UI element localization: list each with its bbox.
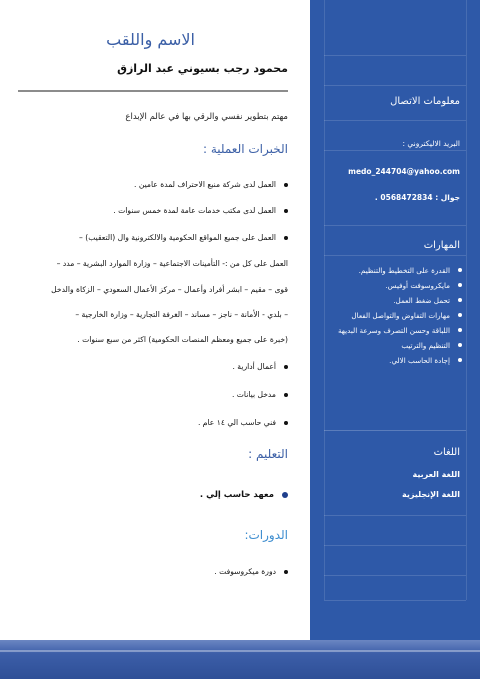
course-item: دورة ميكروسوفت .	[214, 567, 288, 576]
grid-line	[324, 430, 466, 431]
experience-item: العمل على جميع المواقع الحكومية والالكترونية وال (التعقيب) –	[79, 233, 288, 242]
bullet-icon	[284, 570, 288, 574]
experience-line: العمل على كل من :- التأمينات الاجتماعية – وزارة الموارد البشرية – مدد –	[56, 259, 288, 268]
contact-heading: معلومات الاتصال	[390, 96, 460, 107]
skill-item: إجادة الحاسب الالي.	[322, 353, 462, 368]
language-item: اللغة الإنجليزية	[402, 490, 460, 499]
bullet-icon	[284, 421, 288, 425]
skills-list	[322, 263, 462, 368]
full-name: محمود رجب بسيوني عبد الرازق	[117, 62, 288, 75]
page-title: الاسم واللقب	[106, 30, 195, 49]
divider	[18, 90, 288, 92]
grid-line	[466, 0, 467, 600]
phone-value: جوال : 0568472834 .	[374, 193, 460, 202]
skill-item: القدرة على التخطيط والتنظيم.	[322, 263, 462, 278]
skills-heading: المهارات	[423, 240, 460, 251]
grid-line	[324, 225, 466, 226]
experience-item: فني حاسب الي ١٤ عام .	[198, 418, 288, 427]
skill-item: مهارات التفاوض والتواصل الفعال	[322, 308, 462, 323]
education-heading: التعليم :	[248, 447, 288, 461]
grid-line	[324, 600, 466, 601]
language-item: اللغة العربية	[412, 470, 460, 479]
grid-line	[324, 85, 466, 86]
experience-item: مدخل بيانات .	[232, 390, 288, 399]
grid-line	[324, 545, 466, 546]
grid-line	[324, 515, 466, 516]
experience-item: العمل لدى مكتب خدمات عامة لمدة خمس سنوات .	[113, 206, 288, 215]
grid-line	[324, 575, 466, 576]
languages-heading: اللغات	[433, 447, 460, 458]
email-value: medo_244704@yahoo.com	[348, 167, 460, 176]
bullet-icon	[284, 236, 288, 240]
courses-heading: الدورات:	[244, 528, 288, 542]
skill-item: تحمل ضغط العمل.	[322, 293, 462, 308]
skill-item: التنظيم والترتيب	[322, 338, 462, 353]
experience-heading: الخبرات العملية :	[202, 142, 288, 156]
objective-text: مهتم بتطوير نفسي والرقي بها في عالم الإبداع	[125, 112, 288, 122]
bullet-icon	[284, 209, 288, 213]
grid-line	[324, 150, 466, 151]
sidebar	[310, 0, 480, 640]
skill-item: اللباقة وحسن التصرف وسرعة البديهة	[322, 323, 462, 338]
experience-item: أعمال أدارية .	[232, 362, 288, 371]
footer-bar	[0, 640, 480, 679]
bullet-icon	[282, 492, 288, 498]
bullet-icon	[284, 183, 288, 187]
experience-line: – بلدي - الأمانة – ناجز – مساند – الغرفة التجارية – وزارة الخارجية –	[75, 310, 288, 319]
experience-line: (خبرة على جميع ومعظم المنصات الحكومية) اكثر من سبع سنوات .	[77, 335, 288, 344]
experience-item: العمل لدى شركة منبع الاحتراف لمدة عامين .	[134, 180, 288, 189]
skill-item: مايكروسوفت أوفيس.	[322, 278, 462, 293]
grid-line	[324, 55, 466, 56]
bullet-icon	[284, 365, 288, 369]
footer-highlight	[0, 650, 480, 652]
email-label: البريد الاليكتروني :	[402, 139, 460, 148]
grid-line	[324, 255, 466, 256]
experience-line: قوى – مقيم – ابشر أفراد وأعمال – مركز الأعمال السعودي – الزكاة والدخل	[51, 285, 288, 294]
grid-line	[324, 120, 466, 121]
bullet-icon	[284, 393, 288, 397]
education-item: معهد حاسب إلي .	[200, 490, 288, 500]
